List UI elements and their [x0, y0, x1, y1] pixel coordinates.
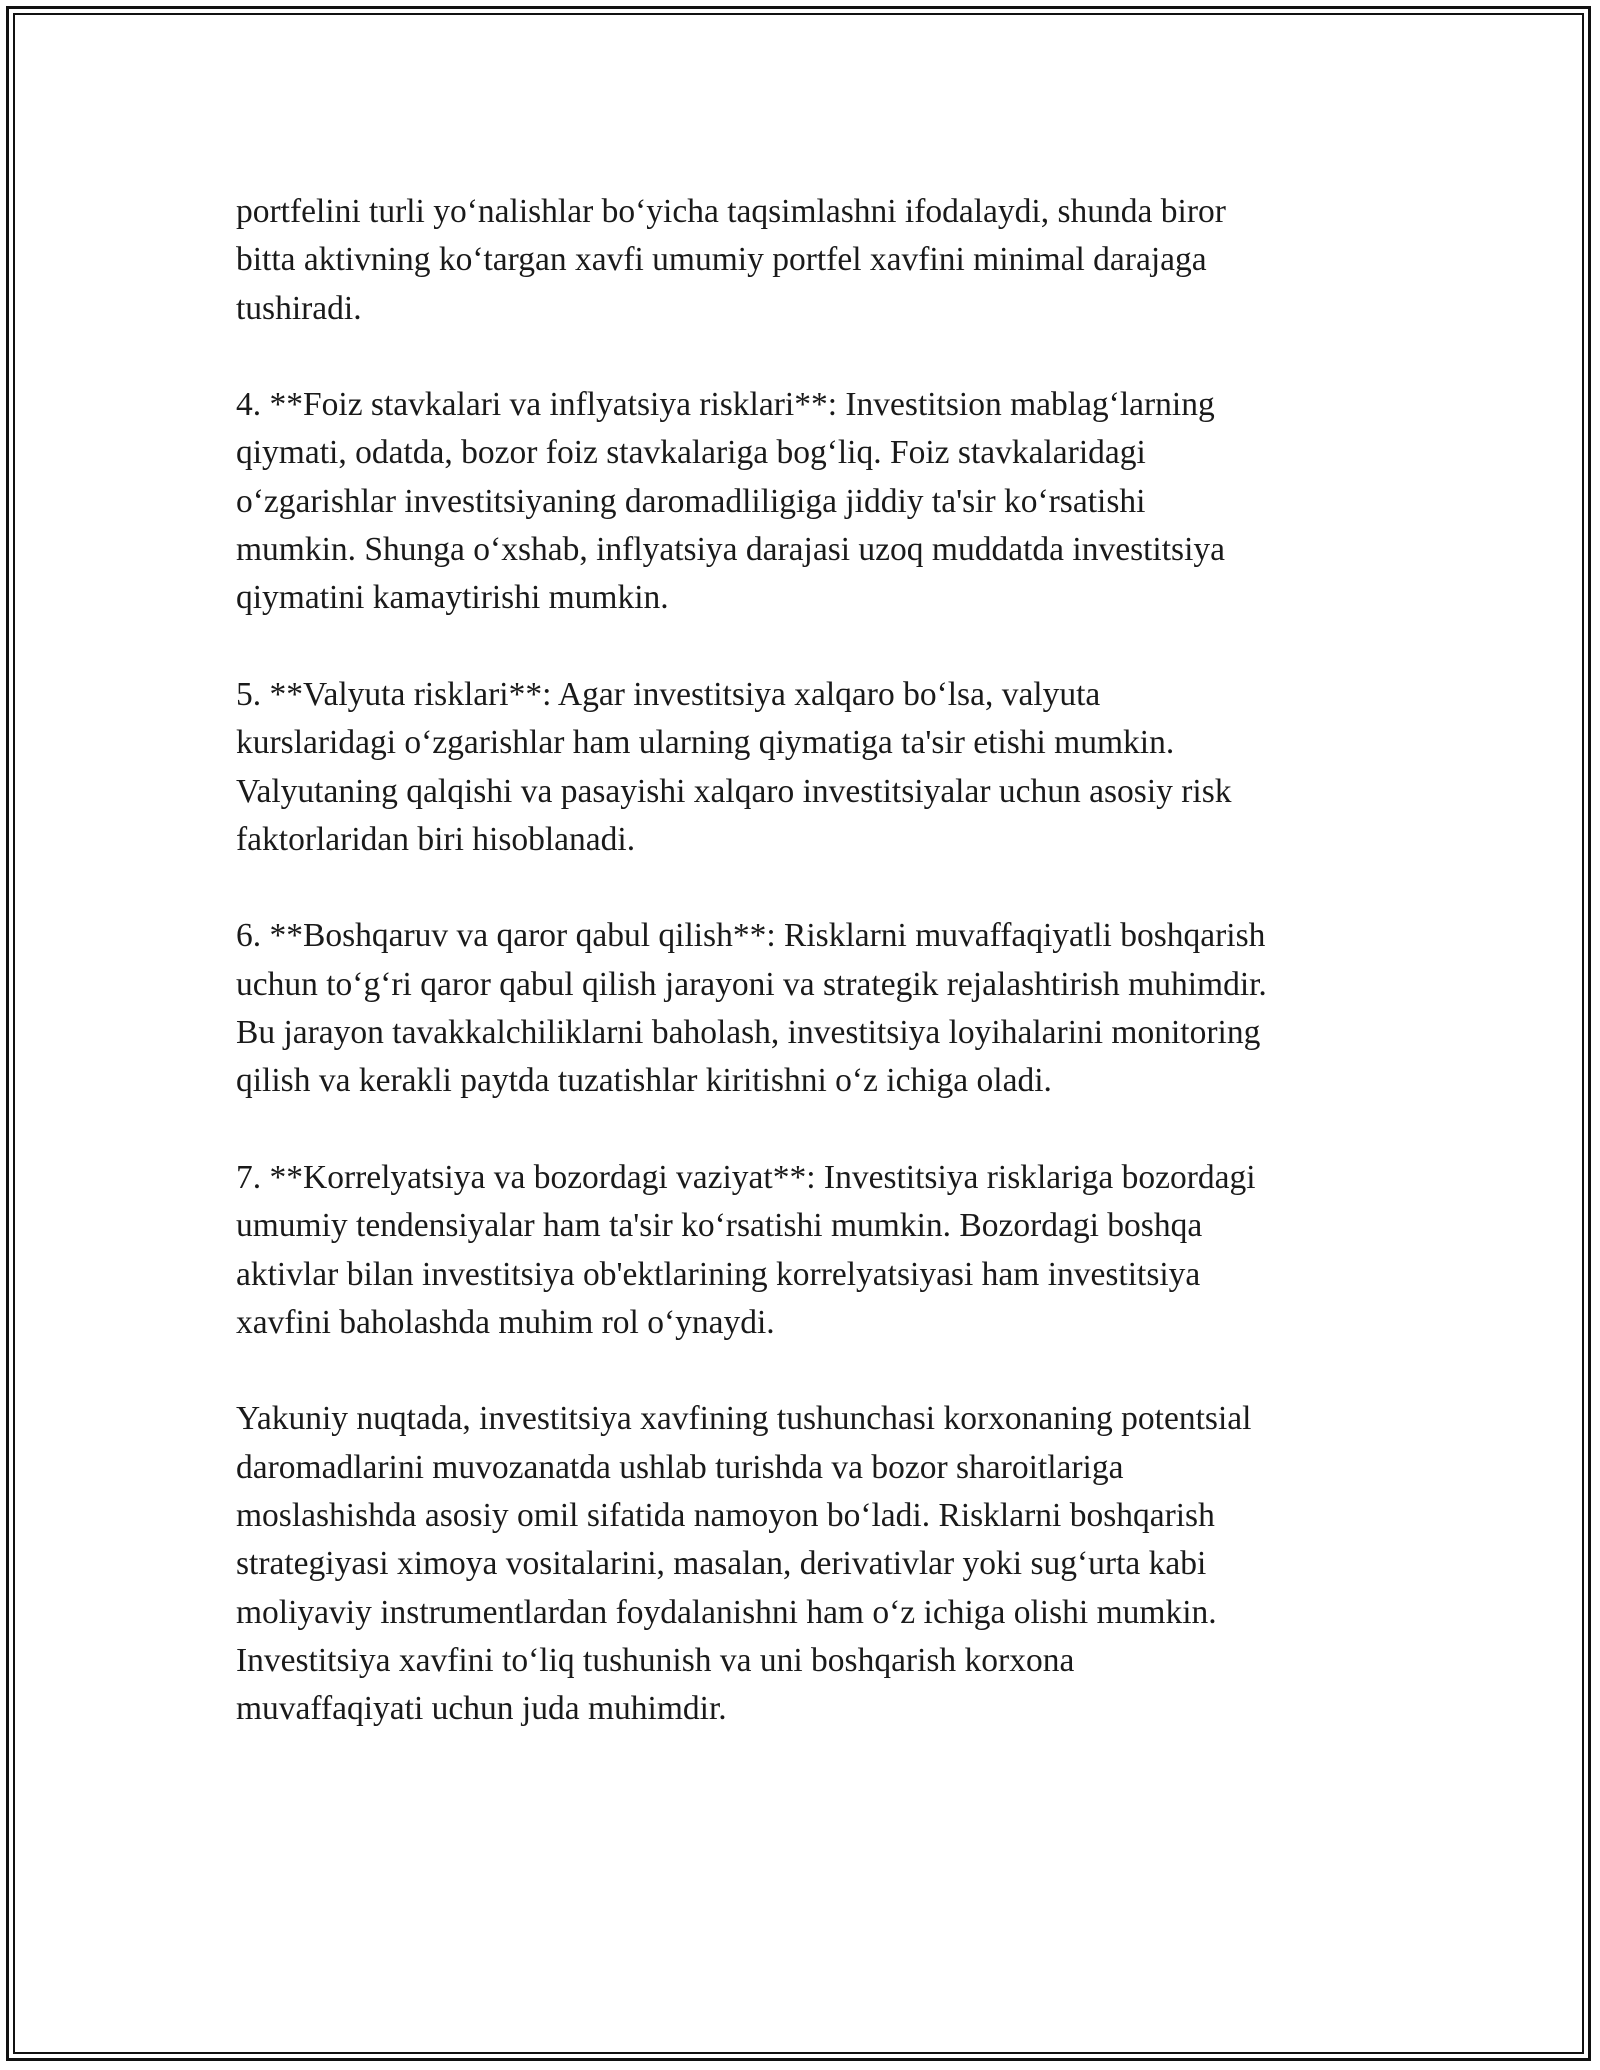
paragraph-item-4-interest-inflation [236, 381, 1386, 622]
text-line: 4. **Foiz stavkalari va inflyatsiya risklari**: Investitsion mablag‘larning [236, 386, 1215, 424]
text-line: 5. **Valyuta risklari**: Agar investitsiya xalqaro bo‘lsa, valyuta [236, 675, 1101, 713]
text-line: portfelini turli yo‘nalishlar bo‘yicha taqsimlashni ifodalaydi, shunda biror [236, 193, 1226, 230]
text-line: moslashishda asosiy omil sifatida namoyon bo‘ladi. Risklarni boshqarish [236, 1497, 1215, 1535]
text-line: strategiyasi ximoya vositalarini, masalan, derivativlar yoki sug‘urta kabi [236, 1545, 1207, 1583]
paragraph-item-6-management [236, 912, 1386, 1105]
text-line: aktivlar bilan investitsiya ob'ektlarining korrelyatsiyasi ham investitsiya [236, 1255, 1201, 1293]
text-line: Yakuniy nuqtada, investitsiya xavfining tushunchasi korxonaning potentsial [236, 1400, 1252, 1438]
text-line: xavfini baholashda muhim rol o‘ynaydi. [236, 1303, 775, 1341]
paragraph-portfolio-diversification [236, 188, 1386, 333]
text-line: daromadlarini muvozanatda ushlab turishda va bozor sharoitlariga [236, 1448, 1124, 1486]
text-line: kurslaridagi o‘zgarishlar ham ularning qiymatiga ta'sir etishi mumkin. [236, 724, 1175, 762]
text-line: qiymatini kamaytirishi mumkin. [236, 579, 669, 617]
text-line: uchun to‘g‘ri qaror qabul qilish jarayoni va strategik rejalashtirish muhimdir. [236, 965, 1267, 1003]
text-line: Valyutaning qalqishi va pasayishi xalqaro investitsiyalar uchun asosiy risk [236, 772, 1232, 810]
document-body [236, 188, 1386, 1734]
text-line: moliyaviy instrumentlardan foydalanishni ham o‘z ichiga olishi mumkin. [236, 1593, 1217, 1631]
text-line: 6. **Boshqaruv va qaror qabul qilish**: Risklarni muvaffaqiyatli boshqarish [236, 917, 1266, 955]
text-line: tushiradi. [236, 289, 362, 327]
text-line: mumkin. Shunga o‘xshab, inflyatsiya darajasi uzoq muddatda investitsiya [236, 531, 1226, 569]
text-line: bitta aktivning ko‘targan xavfi umumiy portfel xavfini minimal darajaga [236, 241, 1207, 279]
paragraph-conclusion [236, 1395, 1386, 1733]
text-line: 7. **Korrelyatsiya va bozordagi vaziyat**: Investitsiya risklariga bozordagi [236, 1158, 1256, 1196]
paragraph-item-7-correlation [236, 1154, 1386, 1347]
text-line: qiymati, odatda, bozor foiz stavkalariga bog‘liq. Foiz stavkalaridagi [236, 434, 1146, 472]
text-line: faktorlaridan biri hisoblanadi. [236, 820, 636, 858]
text-line: Bu jarayon tavakkalchiliklarni baholash, investitsiya loyihalarini monitoring [236, 1014, 1261, 1052]
text-line: o‘zgarishlar investitsiyaning daromadliligiga jiddiy ta'sir ko‘rsatishi [236, 482, 1146, 520]
text-line: umumiy tendensiyalar ham ta'sir ko‘rsatishi mumkin. Bozordagi boshqa [236, 1207, 1203, 1245]
text-line: Investitsiya xavfini to‘liq tushunish va uni boshqarish korxona [236, 1641, 1075, 1679]
text-line: qilish va kerakli paytda tuzatishlar kiritishni o‘z ichiga oladi. [236, 1062, 1052, 1100]
paragraph-item-5-currency [236, 671, 1386, 864]
text-line: muvaffaqiyati uchun juda muhimdir. [236, 1690, 727, 1728]
